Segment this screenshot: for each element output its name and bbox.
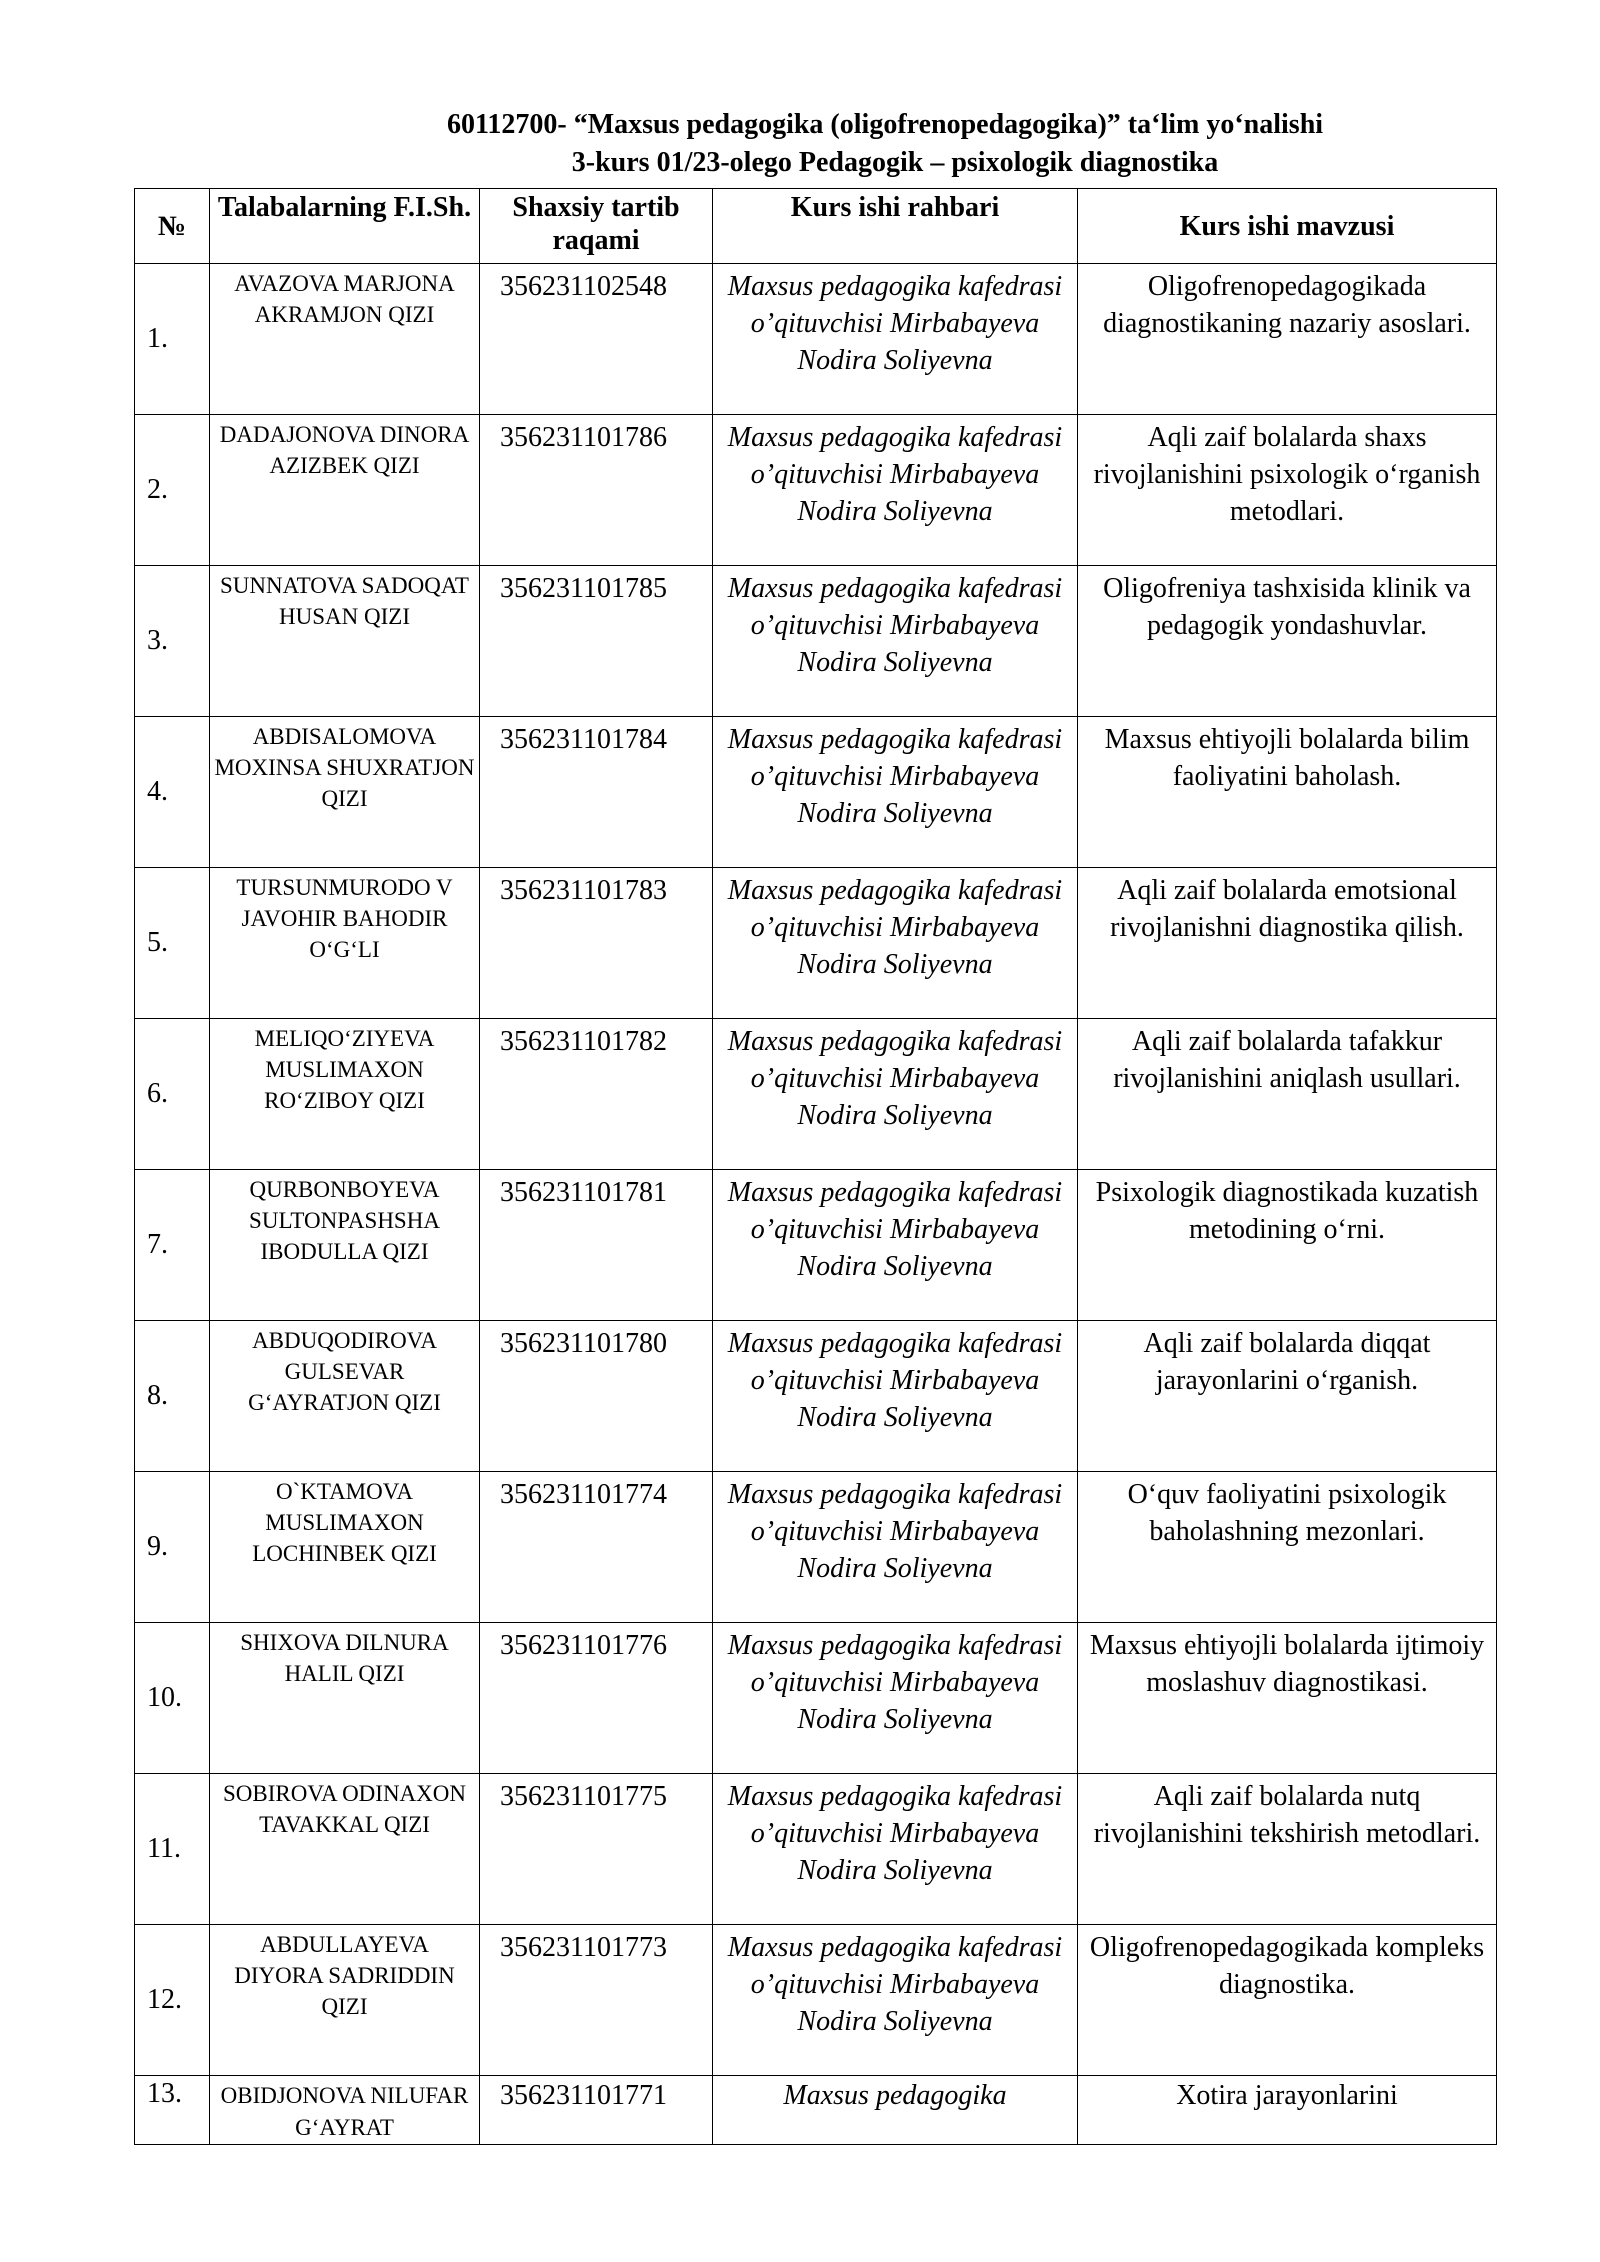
row-number: 10. bbox=[135, 1623, 210, 1774]
supervisor: Maxsus pedagogika kafedrasi o’qituvchisi Mirbabayeva Nodira Soliyevna bbox=[713, 1321, 1078, 1472]
table-row bbox=[135, 1774, 1497, 1925]
table-row bbox=[135, 1019, 1497, 1170]
supervisor: Maxsus pedagogika kafedrasi o’qituvchisi Mirbabayeva Nodira Soliyevna bbox=[713, 1019, 1078, 1170]
row-number: 3. bbox=[135, 566, 210, 717]
document-title-line1: 60112700- “Maxsus pedagogika (oligofrenopedagogika)” ta‘lim yo‘nalishi bbox=[446, 109, 1324, 140]
supervisor: Maxsus pedagogika kafedrasi o’qituvchisi Mirbabayeva Nodira Soliyevna bbox=[713, 1170, 1078, 1321]
student-name: QURBONBOYEVA SULTONPASHSHA IBODULLA QIZI bbox=[210, 1170, 480, 1321]
course-topic: Maxsus ehtiyojli bolalarda bilim faoliyatini baholash. bbox=[1078, 717, 1497, 868]
table-header-row bbox=[135, 189, 1497, 264]
supervisor: Maxsus pedagogika kafedrasi o’qituvchisi Mirbabayeva Nodira Soliyevna bbox=[713, 1925, 1078, 2076]
table-row bbox=[135, 415, 1497, 566]
supervisor: Maxsus pedagogika kafedrasi o’qituvchisi Mirbabayeva Nodira Soliyevna bbox=[713, 1472, 1078, 1623]
row-number: 13. bbox=[135, 2076, 210, 2145]
course-topic: Aqli zaif bolalarda emotsional rivojlanishni diagnostika qilish. bbox=[1078, 868, 1497, 1019]
supervisor: Maxsus pedagogika bbox=[713, 2076, 1078, 2145]
course-topic: Maxsus ehtiyojli bolalarda ijtimoiy moslashuv diagnostikasi. bbox=[1078, 1623, 1497, 1774]
header-student-name: Talabalarning F.I.Sh. bbox=[210, 189, 480, 264]
course-work-table bbox=[134, 188, 1497, 2145]
supervisor: Maxsus pedagogika kafedrasi o’qituvchisi Mirbabayeva Nodira Soliyevna bbox=[713, 415, 1078, 566]
course-topic: Oligofrenopedagogikada kompleks diagnostika. bbox=[1078, 1925, 1497, 2076]
course-topic: Oligofreniya tashxisida klinik va pedagogik yondashuvlar. bbox=[1078, 566, 1497, 717]
table-row bbox=[135, 1472, 1497, 1623]
student-name: ABDUQODIROVA GULSEVAR G‘AYRATJON QIZI bbox=[210, 1321, 480, 1472]
personal-id: 356231101782 bbox=[480, 1019, 713, 1170]
student-name: O`KTAMOVA MUSLIMAXON LOCHINBEK QIZI bbox=[210, 1472, 480, 1623]
personal-id: 356231101786 bbox=[480, 415, 713, 566]
student-name: MELIQO‘ZIYEVA MUSLIMAXON RO‘ZIBOY QIZI bbox=[210, 1019, 480, 1170]
personal-id: 356231101775 bbox=[480, 1774, 713, 1925]
header-supervisor: Kurs ishi rahbari bbox=[713, 189, 1078, 264]
table-row bbox=[135, 1170, 1497, 1321]
course-topic: Aqli zaif bolalarda diqqat jarayonlarini o‘rganish. bbox=[1078, 1321, 1497, 1472]
document-title-line2: 3-kurs 01/23-olego Pedagogik – psixologik diagnostika bbox=[571, 147, 1219, 178]
table-row bbox=[135, 868, 1497, 1019]
table-row bbox=[135, 2076, 1497, 2145]
personal-id: 356231101776 bbox=[480, 1623, 713, 1774]
personal-id: 356231101785 bbox=[480, 566, 713, 717]
course-topic: Psixologik diagnostikada kuzatish metodining o‘rni. bbox=[1078, 1170, 1497, 1321]
student-name: TURSUNMURODO V JAVOHIR BAHODIR O‘G‘LI bbox=[210, 868, 480, 1019]
student-name: ABDULLAYEVA DIYORA SADRIDDIN QIZI bbox=[210, 1925, 480, 2076]
course-topic: Oligofrenopedagogikada diagnostikaning nazariy asoslari. bbox=[1078, 264, 1497, 415]
student-name: ABDISALOMOVA MOXINSA SHUXRATJON QIZI bbox=[210, 717, 480, 868]
row-number: 4. bbox=[135, 717, 210, 868]
supervisor: Maxsus pedagogika kafedrasi o’qituvchisi Mirbabayeva Nodira Soliyevna bbox=[713, 566, 1078, 717]
personal-id: 356231101784 bbox=[480, 717, 713, 868]
table-row bbox=[135, 264, 1497, 415]
header-personal-id: Shaxsiy tartib raqami bbox=[480, 189, 713, 264]
supervisor: Maxsus pedagogika kafedrasi o’qituvchisi Mirbabayeva Nodira Soliyevna bbox=[713, 1623, 1078, 1774]
student-name: SUNNATOVA SADOQAT HUSAN QIZI bbox=[210, 566, 480, 717]
header-topic: Kurs ishi mavzusi bbox=[1078, 189, 1497, 264]
row-number: 5. bbox=[135, 868, 210, 1019]
row-number: 1. bbox=[135, 264, 210, 415]
table-row bbox=[135, 717, 1497, 868]
supervisor: Maxsus pedagogika kafedrasi o’qituvchisi Mirbabayeva Nodira Soliyevna bbox=[713, 1774, 1078, 1925]
table-row bbox=[135, 1321, 1497, 1472]
course-topic: Xotira jarayonlarini bbox=[1078, 2076, 1497, 2145]
row-number: 7. bbox=[135, 1170, 210, 1321]
personal-id: 356231101783 bbox=[480, 868, 713, 1019]
personal-id: 356231101781 bbox=[480, 1170, 713, 1321]
course-topic: O‘quv faoliyatini psixologik baholashning mezonlari. bbox=[1078, 1472, 1497, 1623]
personal-id: 356231101771 bbox=[480, 2076, 713, 2145]
supervisor: Maxsus pedagogika kafedrasi o’qituvchisi Mirbabayeva Nodira Soliyevna bbox=[713, 717, 1078, 868]
row-number: 11. bbox=[135, 1774, 210, 1925]
personal-id: 356231102548 bbox=[480, 264, 713, 415]
header-number: № bbox=[135, 189, 210, 264]
table-body bbox=[135, 264, 1497, 2145]
course-topic: Aqli zaif bolalarda shaxs rivojlanishini psixologik o‘rganish metodlari. bbox=[1078, 415, 1497, 566]
student-name: OBIDJONOVA NILUFAR G‘AYRAT bbox=[210, 2076, 480, 2145]
student-name: DADAJONOVA DINORA AZIZBEK QIZI bbox=[210, 415, 480, 566]
document-heading bbox=[0, 106, 1600, 182]
course-topic: Aqli zaif bolalarda nutq rivojlanishini tekshirish metodlari. bbox=[1078, 1774, 1497, 1925]
table-row bbox=[135, 1623, 1497, 1774]
row-number: 6. bbox=[135, 1019, 210, 1170]
student-name: SOBIROVA ODINAXON TAVAKKAL QIZI bbox=[210, 1774, 480, 1925]
row-number: 9. bbox=[135, 1472, 210, 1623]
personal-id: 356231101773 bbox=[480, 1925, 713, 2076]
supervisor: Maxsus pedagogika kafedrasi o’qituvchisi Mirbabayeva Nodira Soliyevna bbox=[713, 264, 1078, 415]
table-row bbox=[135, 1925, 1497, 2076]
row-number: 2. bbox=[135, 415, 210, 566]
row-number: 8. bbox=[135, 1321, 210, 1472]
course-topic: Aqli zaif bolalarda tafakkur rivojlanishini aniqlash usullari. bbox=[1078, 1019, 1497, 1170]
supervisor: Maxsus pedagogika kafedrasi o’qituvchisi Mirbabayeva Nodira Soliyevna bbox=[713, 868, 1078, 1019]
personal-id: 356231101780 bbox=[480, 1321, 713, 1472]
personal-id: 356231101774 bbox=[480, 1472, 713, 1623]
student-name: AVAZOVA MARJONA AKRAMJON QIZI bbox=[210, 264, 480, 415]
row-number: 12. bbox=[135, 1925, 210, 2076]
table-row bbox=[135, 566, 1497, 717]
student-name: SHIXOVA DILNURA HALIL QIZI bbox=[210, 1623, 480, 1774]
